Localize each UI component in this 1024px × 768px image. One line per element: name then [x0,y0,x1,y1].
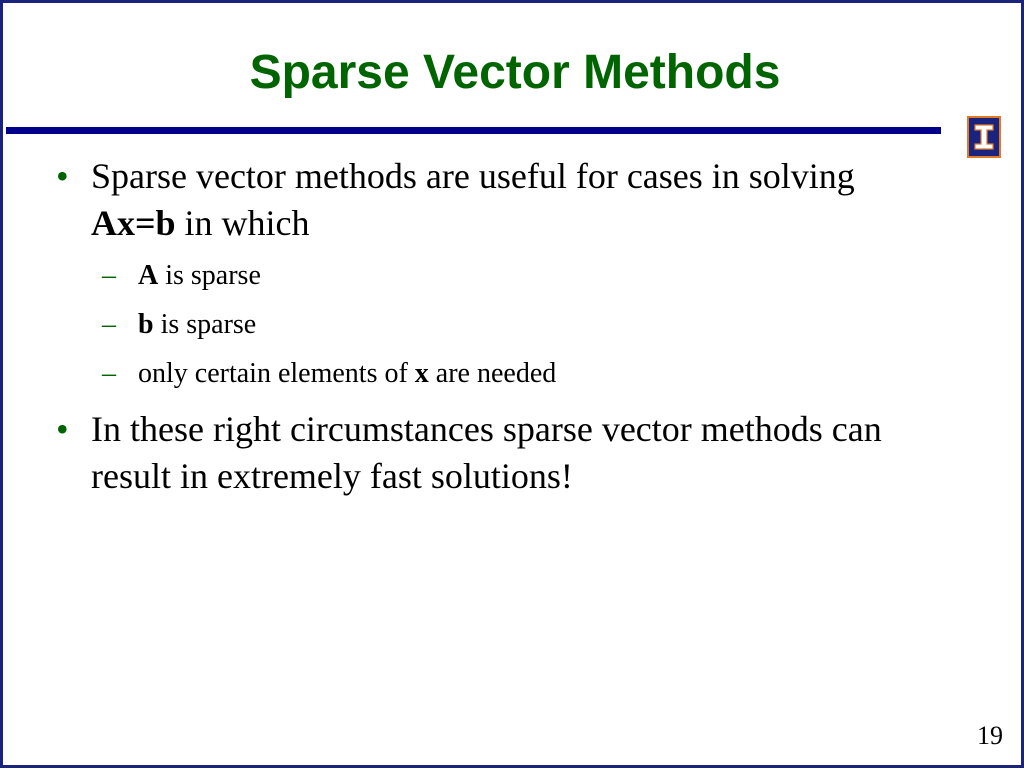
bullet-marker: • [56,156,69,196]
bullet-1-line-2: Ax=b in which [91,203,310,243]
sub-item-1: – A is sparse [102,260,261,291]
illinois-logo-icon [967,116,1001,158]
sub-item-3: – only certain elements of x are needed [102,358,557,389]
bullet-1-line-1: Sparse vector methods are useful for cases in solving [91,156,855,196]
dash-marker: – [102,260,116,291]
page-number: 19 [977,721,1003,750]
bullet-2-line-2: result in extremely fast solutions! [91,456,573,496]
title-divider [6,127,941,134]
bullet-item-1 [56,153,991,247]
slide-title: Sparse Vector Methods [249,46,781,99]
equation-axb: Ax=b [91,203,176,243]
dash-marker: – [102,309,116,340]
bullet-2-line-1: In these right circumstances sparse vector methods can [91,409,882,449]
dash-marker: – [102,358,116,389]
sub-item-2: – b is sparse [102,309,257,340]
bullet-marker: • [56,409,69,449]
bullet-item-2 [56,406,991,500]
